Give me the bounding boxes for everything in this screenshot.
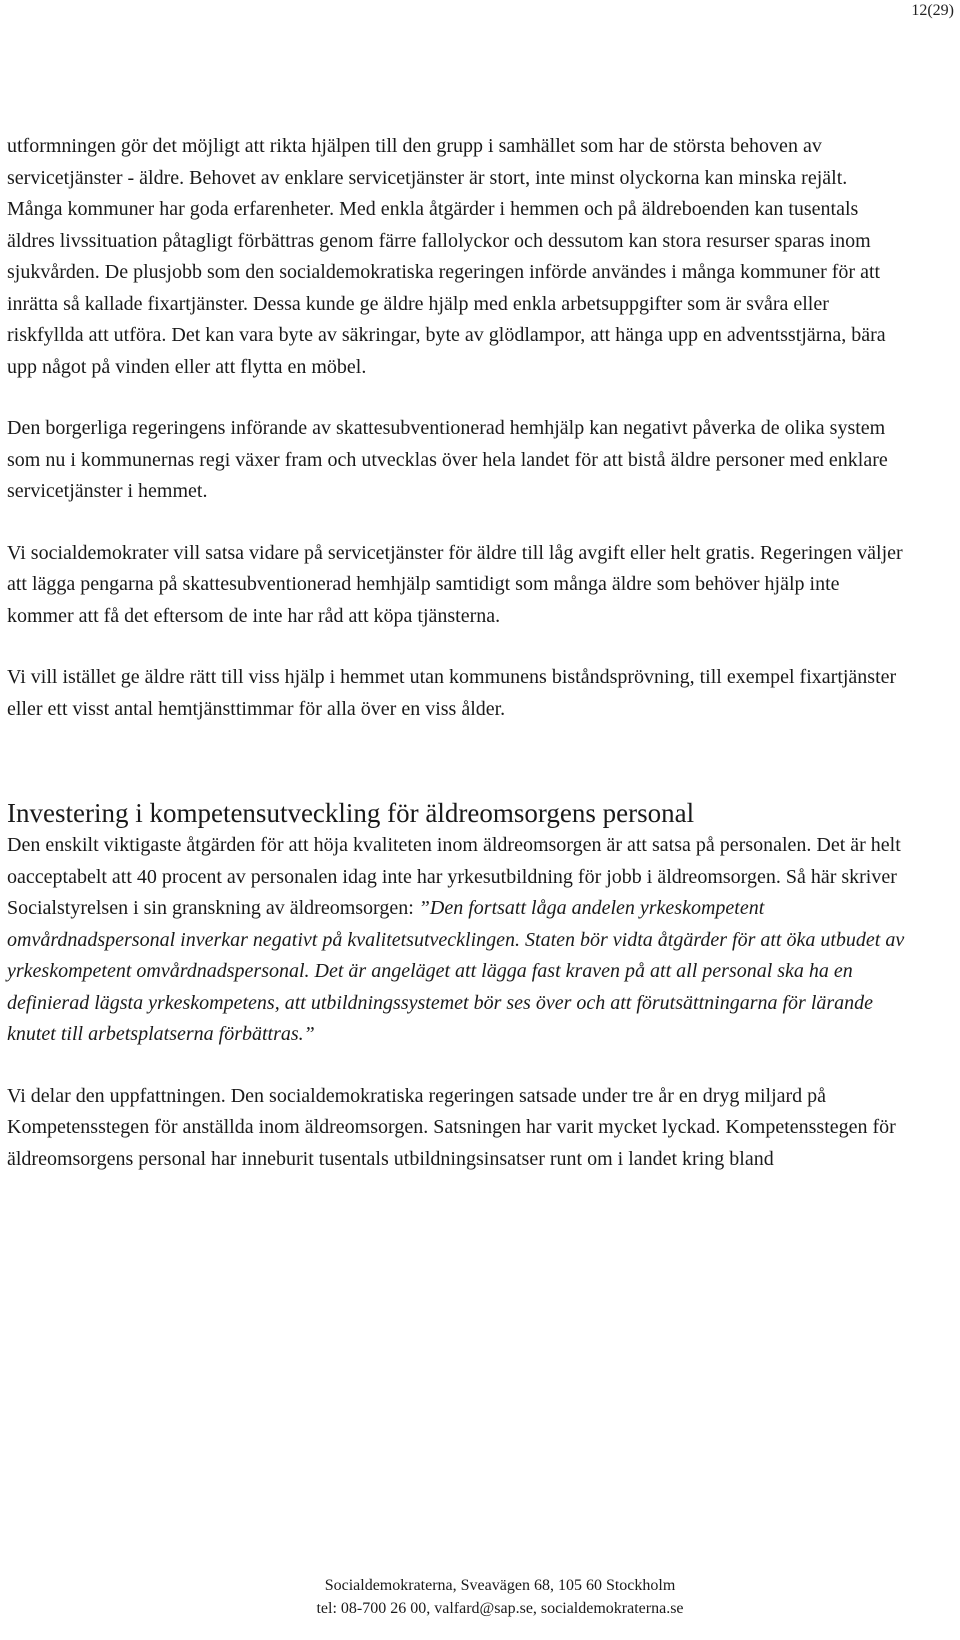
footer-address: Socialdemokraterna, Sveavägen 68, 105 60 Stockholm (324, 1577, 676, 1594)
body-paragraph: Vi vill istället ge äldre rätt till viss hjälp i hemmet utan kommunens biståndsprövning, till exempel fixartjänster eller ett visst antal hemtjänsttimmar för alla över en viss ålder. (7, 666, 897, 720)
body-paragraph: Vi delar den uppfattningen. Den socialdemokratiska regeringen satsade under tre år en dryg miljard på Kompetensstegen för anställda inom äldreomsorgen. Satsningen har varit mycket lyckad. Kompetensstegen för äldreomsorgens personal har inneburit tusentals utbildningsinsatser runt om i landet kring bland (7, 1084, 896, 1170)
page-footer (0, 1574, 960, 1620)
body-paragraph-with-quote (7, 830, 907, 1051)
section-heading: Investering i kompetensutveckling för äldreomsorgens personal (7, 798, 695, 828)
quoted-text: ”Den fortsatt låga andelen yrkeskompetent omvårdnadspersonal inverkar negativt på kvalitetsutvecklingen. Staten bör vidta åtgärder för att öka utbudet av yrkeskompetent omvårdnadspersonal. Det är angeläget att lägga fast kraven på att all personal ska ha en definierad lägsta yrkeskompetens, att utbildningssystemet bör ses över och att förutsättningarna för lärande knutet till arbetsplatserna förbättras.” (7, 897, 905, 1045)
body-paragraph: Den borgerliga regeringens införande av skattesubventionerad hemhjälp kan negativt påverka de olika system som nu i kommunernas regi växer fram och utvecklas över hela landet för att bistå äldre personer med enklare servicetjänster i hemmet. (7, 417, 888, 502)
document-body (7, 131, 907, 1175)
body-paragraph: Vi socialdemokrater vill satsa vidare på servicetjänster för äldre till låg avgift eller helt gratis. Regeringen väljer att lägga pengarna på skattesubventionerad hemhjälp samtidigt som många äldre som behöver hjälp inte kommer att få det eftersom de inte har råd att köpa tjänsterna. (7, 541, 903, 627)
page-number: 12(29) (911, 2, 954, 19)
footer-contact: tel: 08-700 26 00, valfard@sap.se, socialdemokraterna.se (316, 1600, 684, 1617)
paragraph-lead-text: Den enskilt viktigaste åtgärden för att höja kvaliteten inom äldreomsorgen är att satsa på personalen. Det är helt oacceptabelt att 40 procent av personalen idag inte har yrkesutbildning för jobb i äldreomsorgen. Så här skriver Socialstyrelsen i sin granskning av äldreomsorgen: (7, 834, 901, 919)
body-paragraph: utformningen gör det möjligt att rikta hjälpen till den grupp i samhället som har de största behoven av servicetjänster - äldre. Behovet av enklare servicetjänster är stort, inte minst olyckorna kan minska rejält. Många kommuner har goda erfarenheter. Med enkla åtgärder i hemmen och på äldreboenden kan tusentals äldres livssituation påtagligt förbättras genom färre fallolyckor och dessutom kan stora resurser sparas inom sjukvården. De plusjobb som den socialdemokratiska regeringen införde användes i många kommuner för att inrätta så kallade fixartjänster. Dessa kunde ge äldre hjälp med enkla arbetsuppgifter som är svåra eller riskfyllda att utföra. Det kan vara byte av säkringar, byte av glödlampor, att hänga upp en adventsstjärna, bära upp något på vinden eller att flytta en möbel. (7, 135, 886, 378)
